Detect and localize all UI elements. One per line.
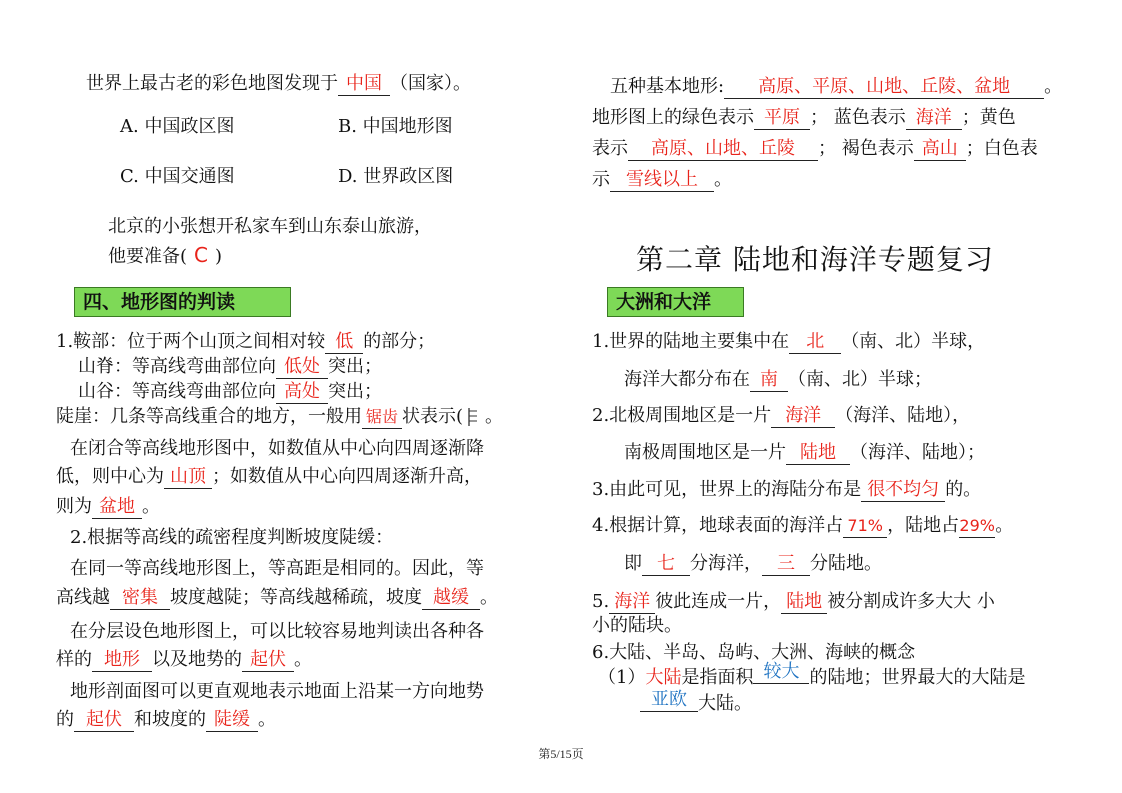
chapter-title: 第二章 陆地和海洋专题复习 (636, 243, 994, 276)
answer-blank: 三 (762, 553, 810, 576)
answer-blank: 海洋 (609, 591, 655, 614)
answer-blank: 雪线以上 (610, 169, 714, 192)
option-d: D. 世界政区图 (338, 166, 454, 187)
layered-line2: 样的 地形 以及地势的 起伏 。 (56, 649, 312, 670)
map-colors-line1: 地形图上的绿色表示 平原 ； 蓝色表示 海洋 ；黄色 (592, 107, 1016, 128)
answer-blank: 高处 (276, 381, 328, 404)
answer-blank: 陆地 (781, 591, 827, 614)
closed-contour-line1: 在闭合等高线地形图中，如数值从中心向四周逐渐降 (70, 438, 484, 459)
cliff-symbol-icon (463, 406, 485, 428)
answer-blank: 海洋 (771, 405, 835, 428)
answer-blank: 海洋 (906, 107, 962, 130)
answer-blank: 29% (959, 515, 995, 538)
answer-blank: 盆地 (92, 496, 142, 519)
density-line1: 在同一等高线地形图上，等高距是相同的。因此，等 (70, 558, 484, 579)
closed-contour-line3: 则为 盆地 。 (56, 496, 160, 517)
land-hemisphere: 1.世界的陆地主要集中在 北 （南、北）半球， (592, 331, 986, 352)
layered-line1: 在分层设色地形图上，可以比较容易地判读出各种各 (70, 621, 484, 642)
q1: 世界上最古老的彩色地图发现于 中国 （国家）。 (86, 73, 471, 94)
sea-land-line2: 小的陆块。 (592, 615, 682, 636)
answer-blank: 陆地 (786, 442, 850, 465)
option-c: C. 中国交通图 (120, 166, 235, 187)
answer-blank: 低处 (276, 356, 328, 379)
answer-blank: 密集 (110, 587, 170, 610)
continent-def: （1）大陆是指面积 较大 的陆地；世界最大的大陆是 (598, 661, 1026, 688)
q2-line1: 北京的小张想开私家车到山东泰山旅游， (108, 216, 432, 237)
ridge-line: 山脊：等高线弯曲部位向 低处 突出； (78, 356, 382, 377)
answer-blank: 山顶 (164, 466, 212, 489)
answer-blank: 地形 (92, 649, 152, 672)
five-landforms: 五种基本地形: 高原、平原、山地、丘陵、盆地 。 (610, 76, 1063, 97)
answer-blank: 中国 (338, 73, 390, 96)
option-b: B. 中国地形图 (338, 116, 453, 137)
arctic-line: 2.北极周围地区是一片 海洋 （海洋、陆地）， (592, 405, 971, 426)
answer-blank: 锯齿 (362, 406, 402, 429)
distribution-line: 3.由此可见，世界上的海陆分布是 很不均匀 的。 (592, 479, 982, 500)
density-title: 2.根据等高线的疏密程度判断坡度陡缓： (70, 527, 394, 548)
answer-blank: 越缓 (422, 587, 480, 610)
option-a: A. 中国政区图 (120, 116, 235, 137)
answer-blank: 北 (789, 331, 841, 354)
closed-contour-line2: 低，则中心为 山顶 ；如数值从中心向四周逐渐升高， (56, 466, 482, 487)
cliff-line: 陡崖：几条等高线重合的地方，一般用 锯齿 状表示( 。 (56, 406, 504, 427)
answer-blank: 起伏 (242, 649, 294, 672)
answer-blank: C (194, 243, 209, 267)
valley-line: 山谷：等高线弯曲部位向 高处 突出； (78, 381, 382, 402)
largest-continent: 亚欧 大陆。 (640, 692, 752, 716)
page-number: 第5/15页 (538, 747, 584, 761)
answer-blank: 高原、平原、山地、丘陵、盆地 (724, 76, 1044, 99)
answer-blank: 平原 (754, 107, 810, 130)
map-colors-line2: 表示 高原、山地、丘陵 ； 褐色表示 高山 ；白色表 (592, 138, 1038, 159)
answer-blank: 大陆 (645, 667, 682, 688)
ratio-line: 4.根据计算，地球表面的海洋占 71% ，陆地占29%。 (592, 515, 1014, 536)
answer-blank: 高原、山地、丘陵 (628, 138, 818, 161)
answer-blank: 陡缓 (206, 709, 258, 732)
map-colors-line3: 示 雪线以上 。 (592, 169, 732, 190)
answer-blank: 较大 (753, 661, 809, 684)
fraction-line: 即 七 分海洋， 三 分陆地。 (624, 553, 882, 574)
q2-line2: 他要准备( C ) (108, 243, 223, 267)
profile-line2: 的 起伏 和坡度的 陡缓 。 (56, 709, 276, 730)
density-line2: 高线越 密集 坡度越陡；等高线越稀疏，坡度 越缓 。 (56, 587, 498, 608)
ocean-hemisphere: 海洋大都分布在 南 （南、北）半球； (624, 369, 932, 390)
answer-blank: 很不均匀 (861, 479, 945, 502)
concepts-line: 6.大陆、半岛、岛屿、大洲、海峡的概念 (592, 642, 916, 663)
answer-blank: 亚欧 (640, 689, 698, 712)
section-title-terrain: 四、地形图的判读 (74, 287, 291, 317)
answer-blank: 南 (750, 369, 788, 392)
answer-blank: 71% (843, 515, 887, 538)
answer-blank: 七 (642, 553, 690, 576)
antarctic-line: 南极周围地区是一片 陆地 （海洋、陆地）； (624, 442, 985, 463)
answer-blank: 低 (325, 331, 363, 354)
answer-blank: 高山 (914, 138, 966, 161)
sea-land-line: 5. 海洋 彼此连成一片， 陆地 被分割成许多大大 小 (592, 591, 995, 612)
answer-blank: 起伏 (74, 709, 134, 732)
section-title-continents: 大洲和大洋 (607, 287, 744, 317)
profile-line1: 地形剖面图可以更直观地表示地面上沿某一方向地势 (70, 681, 484, 702)
saddle-line: 1.鞍部：位于两个山顶之间相对较 低 的部分； (56, 331, 436, 352)
